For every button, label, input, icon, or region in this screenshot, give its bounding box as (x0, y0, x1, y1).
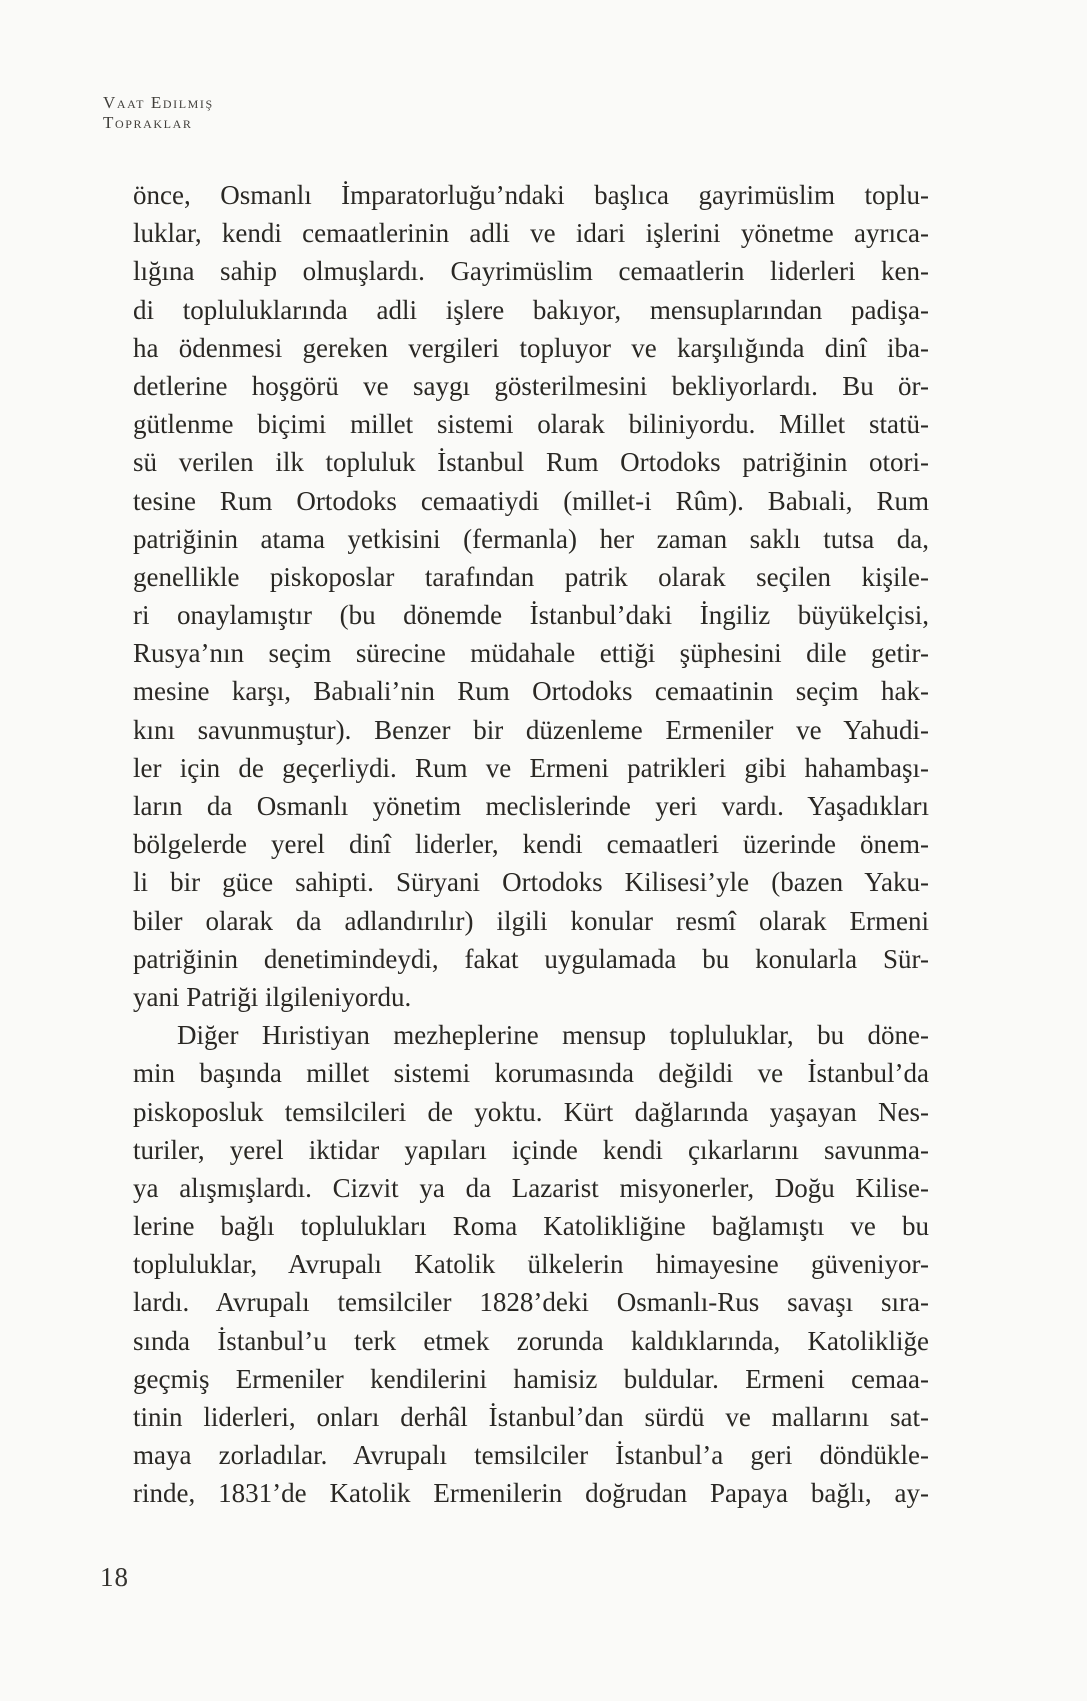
text-line: Rusya’nın seçim sürecine müdahale ettiği şüphesini dile getir- (133, 638, 929, 669)
text-line: sında İstanbul’u terk etmek zorunda kaldıklarında, Katolikliğe (133, 1325, 929, 1356)
text-line: rinde, 1831’de Katolik Ermenilerin doğrudan Papaya bağlı, ay- (133, 1478, 929, 1509)
text-line: li bir güce sahipti. Süryani Ortodoks Kilisesi’yle (bazen Yaku- (133, 867, 929, 898)
text-line: lardı. Avrupalı temsilciler 1828’deki Osmanlı-Rus savaşı sıra- (133, 1287, 929, 1318)
text-line: topluluklar, Avrupalı Katolik ülkelerin himayesine güveniyor- (133, 1249, 929, 1280)
text-line: patriğinin atama yetkisini (fermanla) her zaman saklı tutsa da, (133, 523, 929, 554)
text-line: lerine bağlı toplulukları Roma Katolikliğine bağlamıştı ve bu (133, 1211, 929, 1242)
text-line-paragraph-start: Diğer Hıristiyan mezheplerine mensup topluluklar, bu döne- (177, 1020, 929, 1051)
text-line: önce, Osmanlı İmparatorluğu’ndaki başlıca gayrimüslim toplu- (133, 180, 929, 210)
text-line: maya zorladılar. Avrupalı temsilciler İstanbul’a geri döndükle- (133, 1440, 929, 1471)
text-line: bölgelerde yerel dinî liderler, kendi cemaatleri üzerinde önem- (133, 829, 929, 860)
text-line: ların da Osmanlı yönetim meclislerinde yeri vardı. Yaşadıkları (133, 791, 929, 821)
text-line: detlerine hoşgörü ve saygı gösterilmesini bekliyorlardı. Bu ör- (133, 370, 929, 401)
text-line: lığına sahip olmuşlardı. Gayrimüslim cemaatlerin liderleri ken- (133, 256, 929, 287)
text-line: mesine karşı, Babıali’nin Rum Ortodoks cemaatinin seçim hak- (133, 676, 929, 707)
body-text (133, 176, 929, 1513)
text-line: ha ödenmesi gereken vergileri topluyor ve karşılığında dinî iba- (133, 332, 929, 363)
text-line: geçmiş Ermeniler kendilerini hamisiz buldular. Ermeni cemaa- (133, 1363, 929, 1394)
running-header-line-1: Vaat Edilmiş (103, 93, 214, 112)
text-line: patriğinin denetimindeydi, fakat uygulamada bu konularla Sür- (133, 943, 929, 974)
page-number: 18 (100, 1562, 129, 1592)
text-line: ya alışmışlardı. Cizvit ya da Lazarist misyonerler, Doğu Kilise- (133, 1172, 929, 1203)
text-line-paragraph-end: yani Patriği ilgileniyordu. (133, 981, 412, 1012)
text-line: ri onaylamıştır (bu dönemde İstanbul’daki İngiliz büyükelçisi, (133, 600, 929, 631)
text-line: luklar, kendi cemaatlerinin adli ve idari işlerini yönetme ayrıca- (133, 218, 929, 249)
running-header (103, 93, 214, 133)
text-line: tinin liderleri, onları derhâl İstanbul’dan sürdü ve mallarını sat- (133, 1402, 929, 1432)
text-line: ler için de geçerliydi. Rum ve Ermeni patrikleri gibi hahambaşı- (133, 752, 929, 783)
running-header-line-2: Topraklar (103, 113, 193, 132)
text-line: piskoposluk temsilcileri de yoktu. Kürt dağlarında yaşayan Nes- (133, 1096, 929, 1127)
text-line: turiler, yerel iktidar yapıları içinde kendi çıkarlarını savunma- (133, 1134, 929, 1165)
text-line: tesine Rum Ortodoks cemaatiydi (millet-i Rûm). Babıali, Rum (133, 485, 929, 516)
text-line: kını savunmuştur). Benzer bir düzenleme Ermeniler ve Yahudi- (133, 714, 929, 745)
text-line: genellikle piskoposlar tarafından patrik olarak seçilen kişile- (133, 561, 929, 592)
text-line: gütlenme biçimi millet sistemi olarak biliniyordu. Millet statü- (133, 409, 929, 440)
text-line: min başında millet sistemi korumasında değildi ve İstanbul’da (133, 1058, 929, 1089)
text-line: biler olarak da adlandırılır) ilgili konular resmî olarak Ermeni (133, 905, 929, 936)
text-line: di topluluklarında adli işlere bakıyor, mensuplarından padişa- (133, 294, 929, 325)
text-line: sü verilen ilk topluluk İstanbul Rum Ortodoks patriğinin otori- (133, 447, 929, 478)
